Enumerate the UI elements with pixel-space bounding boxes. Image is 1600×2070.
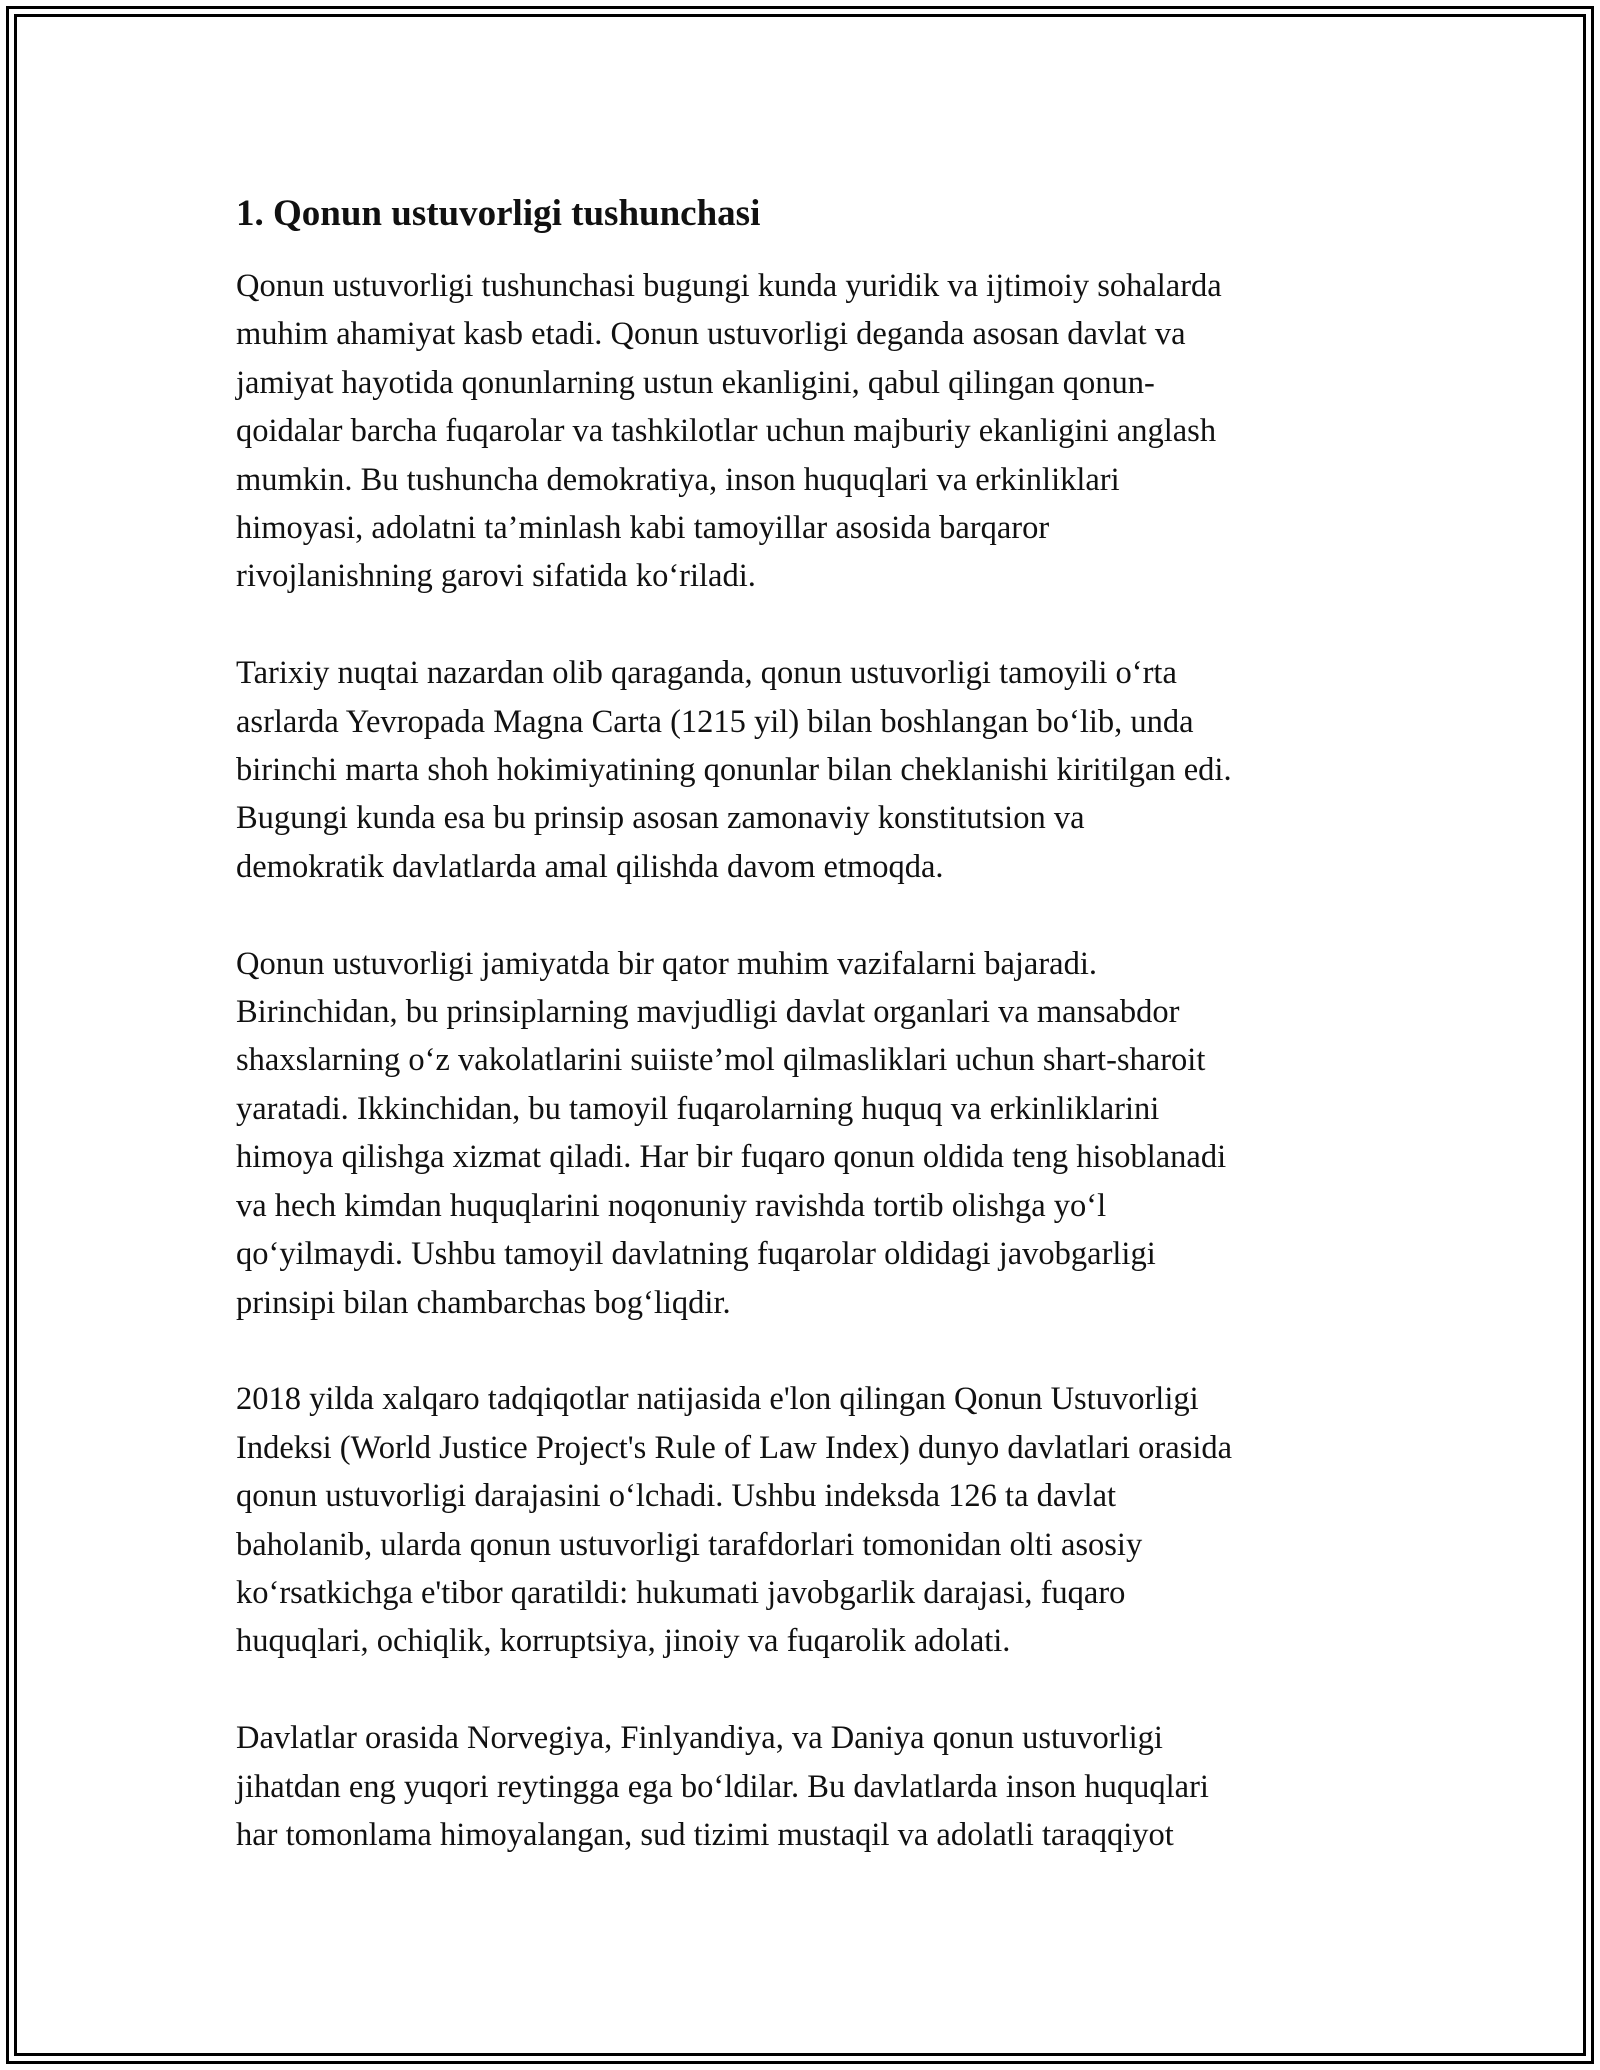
text-line: Bugungi kunda esa bu prinsip asosan zamonaviy konstitutsion va	[236, 800, 1085, 837]
paragraph-2	[236, 649, 1386, 891]
text-line: jamiyat hayotida qonunlarning ustun ekanligini, qabul qilingan qonun-	[236, 364, 1155, 401]
text-line: va hech kimdan huquqlarini noqonuniy ravishda tortib olishga yo‘l	[236, 1187, 1107, 1224]
text-line: Birinchidan, bu prinsiplarning mavjudligi davlat organlari va mansabdor	[236, 994, 1180, 1031]
paragraph-5	[236, 1714, 1386, 1859]
section-heading: 1. Qonun ustuvorligi tushunchasi	[236, 193, 761, 234]
paragraph-4	[236, 1375, 1386, 1665]
document-body	[236, 190, 1386, 1908]
text-line: Qonun ustuvorligi jamiyatda bir qator muhim vazifalarni bajaradi.	[236, 945, 1098, 982]
text-line: jihatdan eng yuqori reytingga ega bo‘ldilar. Bu davlatlarda inson huquqlari	[236, 1768, 1209, 1805]
text-line: himoya qilishga xizmat qiladi. Har bir fuqaro qonun oldida teng hisoblanadi	[236, 1139, 1227, 1176]
paragraph-3	[236, 940, 1386, 1327]
text-line: ko‘rsatkichga e'tibor qaratildi: hukumati javobgarlik darajasi, fuqaro	[236, 1574, 1126, 1611]
text-line: prinsipi bilan chambarchas bog‘liqdir.	[236, 1284, 731, 1321]
text-line: shaxslarning o‘z vakolatlarini suiiste’mol qilmasliklari uchun shart-sharoit	[236, 1042, 1206, 1079]
text-line: muhim ahamiyat kasb etadi. Qonun ustuvorligi deganda asosan davlat va	[236, 316, 1186, 353]
text-line: asrlarda Yevropada Magna Carta (1215 yil) bilan boshlangan bo‘lib, unda	[236, 703, 1194, 740]
text-line: Indeksi (World Justice Project's Rule of Law Index) dunyo davlatlari orasida	[236, 1429, 1233, 1466]
text-line: himoyasi, adolatni ta’minlash kabi tamoyillar asosida barqaror	[236, 510, 1050, 547]
text-line: qonun ustuvorligi darajasini o‘lchadi. Ushbu indeksda 126 ta davlat	[236, 1478, 1117, 1515]
text-line: 2018 yilda xalqaro tadqiqotlar natijasida e'lon qilingan Qonun Ustuvorligi	[236, 1381, 1199, 1418]
text-line: qo‘yilmaydi. Ushbu tamoyil davlatning fuqarolar oldidagi javobgarligi	[236, 1236, 1156, 1273]
text-line: Tarixiy nuqtai nazardan olib qaraganda, qonun ustuvorligi tamoyili o‘rta	[236, 655, 1177, 692]
text-line: har tomonlama himoyalangan, sud tizimi mustaqil va adolatli taraqqiyot	[236, 1816, 1174, 1853]
text-line: rivojlanishning garovi sifatida ko‘riladi.	[236, 558, 756, 595]
text-line: mumkin. Bu tushuncha demokratiya, inson huquqlari va erkinliklari	[236, 461, 1120, 498]
text-line: Davlatlar orasida Norvegiya, Finlyandiya, va Daniya qonun ustuvorligi	[236, 1720, 1163, 1757]
text-line: qoidalar barcha fuqarolar va tashkilotlar uchun majburiy ekanligini anglash	[236, 413, 1217, 450]
text-line: huquqlari, ochiqlik, korruptsiya, jinoiy va fuqarolik adolati.	[236, 1623, 1011, 1660]
text-line: birinchi marta shoh hokimiyatining qonunlar bilan cheklanishi kiritilgan edi.	[236, 752, 1232, 789]
text-line: baholanib, ularda qonun ustuvorligi tarafdorlari tomonidan olti asosiy	[236, 1526, 1143, 1563]
paragraph-1	[236, 262, 1386, 601]
text-line: demokratik davlatlarda amal qilishda davom etmoqda.	[236, 848, 944, 885]
text-line: Qonun ustuvorligi tushunchasi bugungi kunda yuridik va ijtimoiy sohalarda	[236, 268, 1222, 304]
text-line: yaratadi. Ikkinchidan, bu tamoyil fuqarolarning huquq va erkinliklarini	[236, 1090, 1160, 1127]
